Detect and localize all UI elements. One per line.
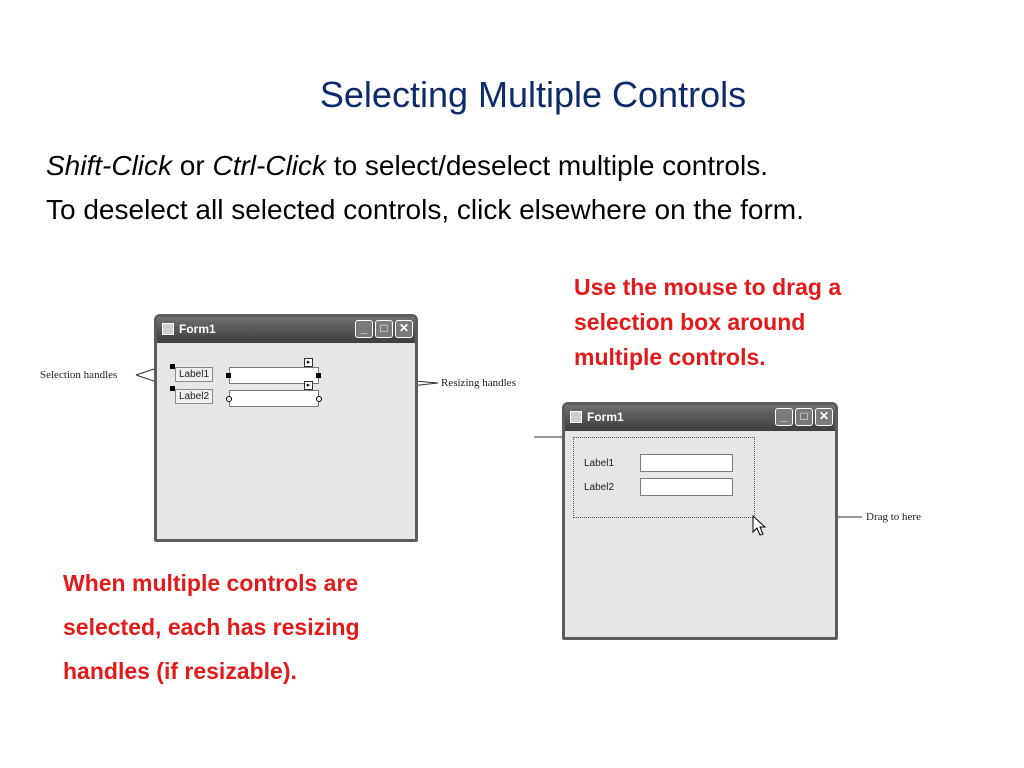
close-icon[interactable]: ✕: [395, 320, 413, 338]
window-system-icon: [570, 411, 582, 423]
annotation-resizing-handles: Resizing handles: [441, 377, 516, 389]
form1-window-left: [154, 314, 418, 542]
note-right-line-2: selection box around: [574, 309, 806, 335]
ctrl-click-text: Ctrl-Click: [212, 150, 327, 181]
resizing-handle[interactable]: [316, 373, 321, 378]
maximize-icon[interactable]: □: [375, 320, 393, 338]
textbox2-control[interactable]: [640, 478, 733, 496]
smart-tag-icon[interactable]: ▸: [304, 381, 313, 390]
note-right-line-3: multiple controls.: [574, 344, 766, 370]
textbox1-control[interactable]: [640, 454, 733, 472]
form1-window-right: [562, 402, 838, 640]
note-left-line-3: handles (if resizable).: [63, 658, 297, 684]
resizing-handle[interactable]: [226, 373, 231, 378]
close-icon[interactable]: ✕: [815, 408, 833, 426]
annotation-selection-handles: Selection handles: [40, 369, 118, 381]
note-right-line-1: Use the mouse to drag a: [574, 274, 842, 300]
selection-handle[interactable]: [170, 386, 175, 391]
shift-click-text: Shift-Click: [46, 150, 173, 181]
resizing-handle[interactable]: [316, 396, 322, 402]
minimize-icon[interactable]: _: [775, 408, 793, 426]
titlebar-right: [565, 405, 835, 431]
window-system-icon: [162, 323, 174, 335]
note-left-line-2: selected, each has resizing: [63, 614, 360, 640]
smart-tag-icon[interactable]: ▸: [304, 358, 313, 367]
note-left-line-1: When multiple controls are: [63, 570, 359, 596]
label2-control[interactable]: Label2: [584, 482, 615, 493]
mouse-cursor-icon: [752, 515, 766, 537]
window-title-right: Form1: [587, 410, 624, 424]
selection-handle[interactable]: [170, 364, 175, 369]
titlebar-left: [157, 317, 415, 343]
or-text: or: [172, 150, 213, 181]
window-title-left: Form1: [179, 322, 216, 336]
label1-control[interactable]: Label1: [175, 367, 213, 382]
body-line-2: To deselect all selected controls, click elsewhere on the form.: [46, 194, 804, 225]
label2-control[interactable]: Label2: [175, 389, 213, 404]
line1-rest-text: to select/deselect multiple controls.: [326, 150, 768, 181]
maximize-icon[interactable]: □: [795, 408, 813, 426]
minimize-icon[interactable]: _: [355, 320, 373, 338]
resizing-handle[interactable]: [226, 396, 232, 402]
textbox2-control[interactable]: [229, 390, 319, 407]
annotation-drag-to-here: Drag to here: [866, 511, 921, 523]
slide-title: Selecting Multiple Controls: [319, 74, 747, 115]
label1-control[interactable]: Label1: [584, 458, 615, 469]
